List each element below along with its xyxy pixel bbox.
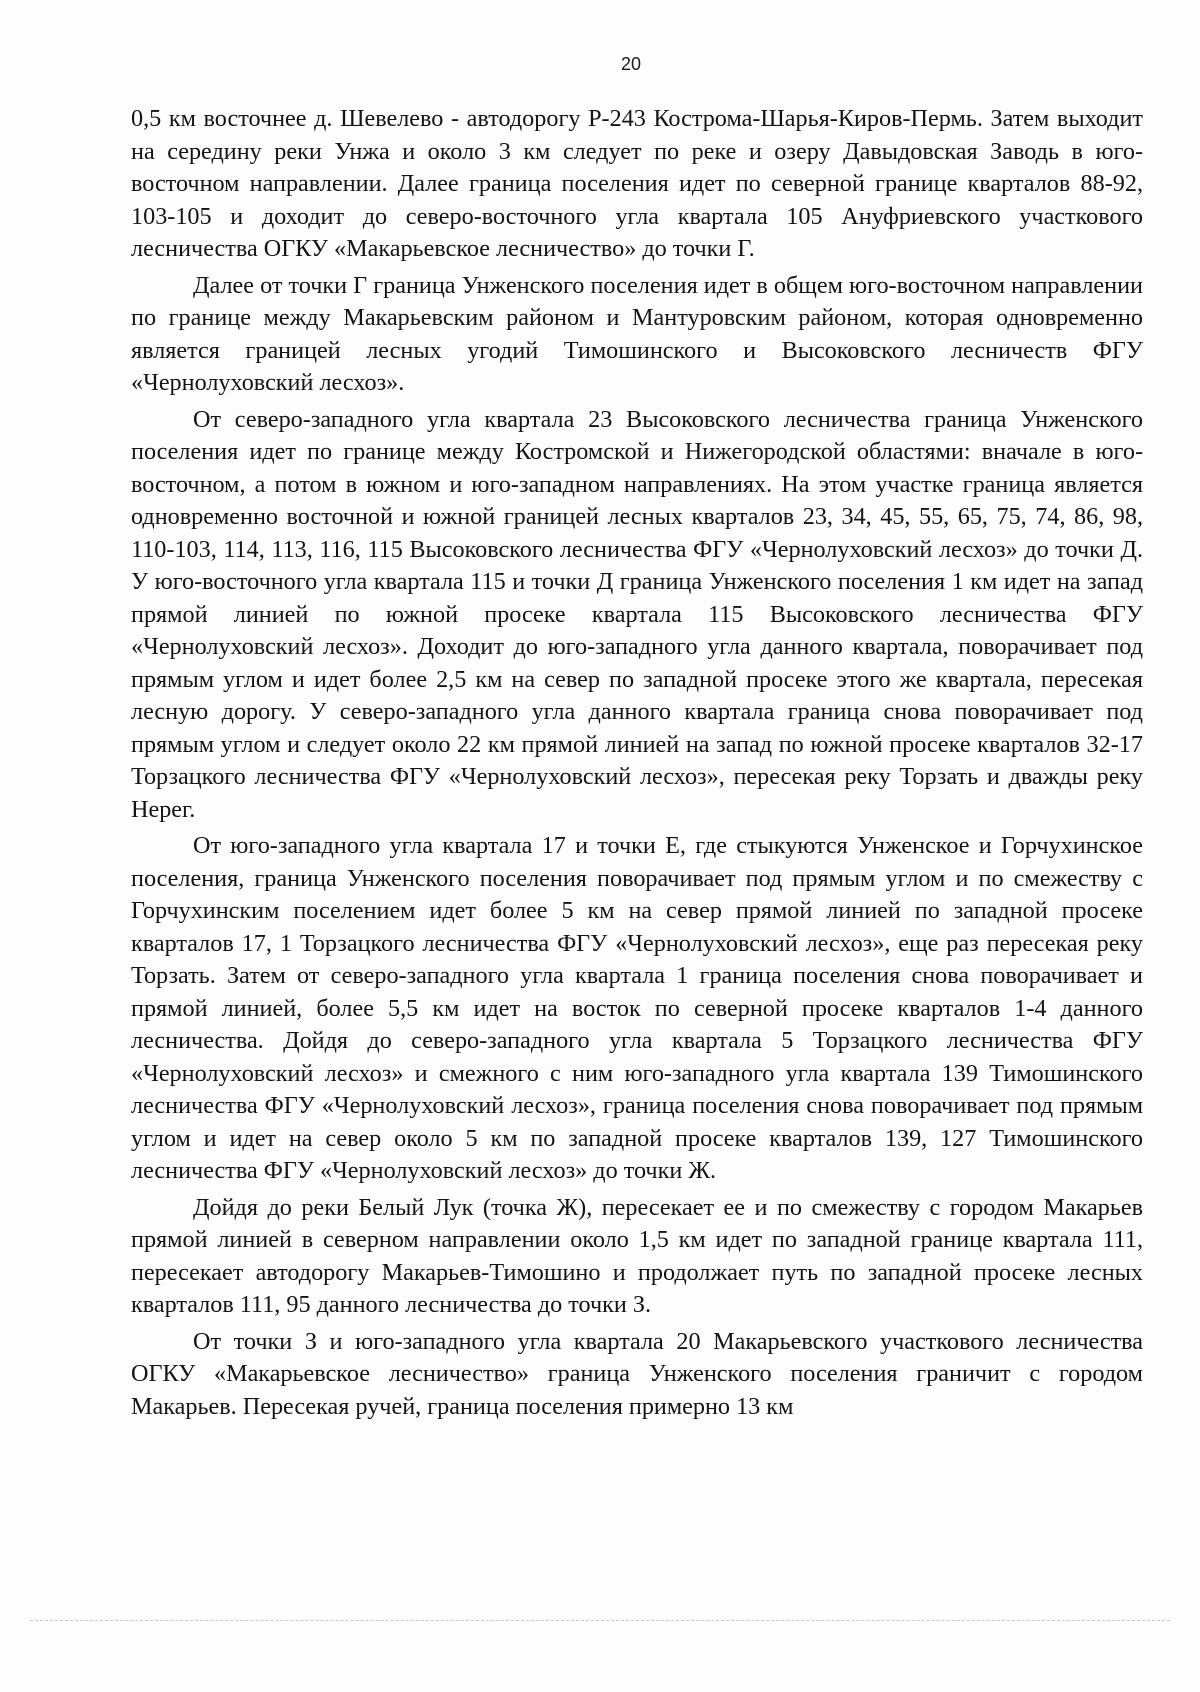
page-number: 20 bbox=[620, 54, 642, 74]
paragraph-1: 0,5 км восточнее д. Шевелево - автодорогу Р-243 Кострома-Шарья-Киров-Пермь. Затем выходит на середину реки Унжа и около 3 км следует по реке и озеру Давыдовская Заводь в юго-восточном направлении. Далее граница поселения идет по северной границе кварталов 88-92, 103-105 и доходит до северо-восточного угла квартала 105 Ануфриевского участкового лесничества ОГКУ «Макарьевское лесничество» до точки Г. bbox=[131, 105, 1143, 262]
paragraph-6: От точки З и юго-западного угла квартала 20 Макарьевского участкового лесничества ОГКУ «Макарьевское лесничество» граница Унженского поселения граничит с городом Макарьев. Пересекая ручей, граница поселения примерно 13 км bbox=[131, 1327, 1143, 1420]
paragraph-5: Дойдя до реки Белый Лук (точка Ж), пересекает ее и по смежеству с городом Макарьев прямой линией в северном направлении около 1,5 км идет по западной границе квартала 111, пересекает автодорогу Макарьев-Тимошино и продолжает путь по западной просеке лесных кварталов 111, 95 данного лесничества до точки З. bbox=[131, 1193, 1143, 1318]
paragraph-4: От юго-западного угла квартала 17 и точки Е, где стыкуются Унженское и Горчухинское поселения, граница Унженского поселения поворачивает под прямым углом и по смежеству с Горчухинским поселением идет более 5 км на север прямой линией по западной просеке кварталов 17, 1 Торзацкого лесничества ФГУ «Чернолуховский лесхоз», еще раз пересекая реку Торзать. Затем от северо-западного угла квартала 1 граница поселения снова поворачивает и прямой линией, более 5,5 км идет на восток по северной просеке кварталов 1-4 данного лесничества. Дойдя до северо-западного угла квартала 5 Торзацкого лесничества ФГУ «Чернолуховский лесхоз» и смежного с ним юго-западного угла квартала 139 Тимошинского лесничества ФГУ «Чернолуховский лесхоз», граница поселения снова поворачивает под прямым углом и идет на север около 5 км по западной просеке кварталов 139, 127 Тимошинского лесничества ФГУ «Чернолуховский лесхоз» до точки Ж. bbox=[131, 832, 1143, 1184]
scan-edge-divider bbox=[30, 1620, 1170, 1621]
paragraph-2: Далее от точки Г граница Унженского поселения идет в общем юго-восточном направлении по границе между Макарьевским районом и Мантуровским районом, которая одновременно является границей лесных угодий Тимошинского и Высоковского лесничеств ФГУ «Чернолуховский лесхоз». bbox=[131, 271, 1143, 396]
document-body bbox=[131, 103, 1143, 1427]
paragraph-3: От северо-западного угла квартала 23 Высоковского лесничества граница Унженского поселения идет по границе между Костромской и Нижегородской областями: вначале в юго-восточном, а потом в южном и юго-западном направлениях. На этом участке граница является одновременно восточной и южной границей лесных кварталов 23, 34, 45, 55, 65, 75, 74, 86, 98, 110-103, 114, 113, 116, 115 Высоковского лесничества ФГУ «Чернолуховский лесхоз» до точки Д. У юго-восточного угла квартала 115 и точки Д граница Унженского поселения 1 км идет на запад прямой линией по южной просеке квартала 115 Высоковского лесничества ФГУ «Чернолуховский лесхоз». Доходит до юго-западного угла данного квартала, поворачивает под прямым углом и идет более 2,5 км на север по западной просеке этого же квартала, пересекая лесную дорогу. У северо-западного угла данного квартала граница снова поворачивает под прямым углом и следует около 22 км прямой линией на запад по южной просеке кварталов 32-17 Торзацкого лесничества ФГУ «Чернолуховский лесхоз», пересекая реку Торзать и дважды реку Нерег. bbox=[131, 405, 1143, 823]
